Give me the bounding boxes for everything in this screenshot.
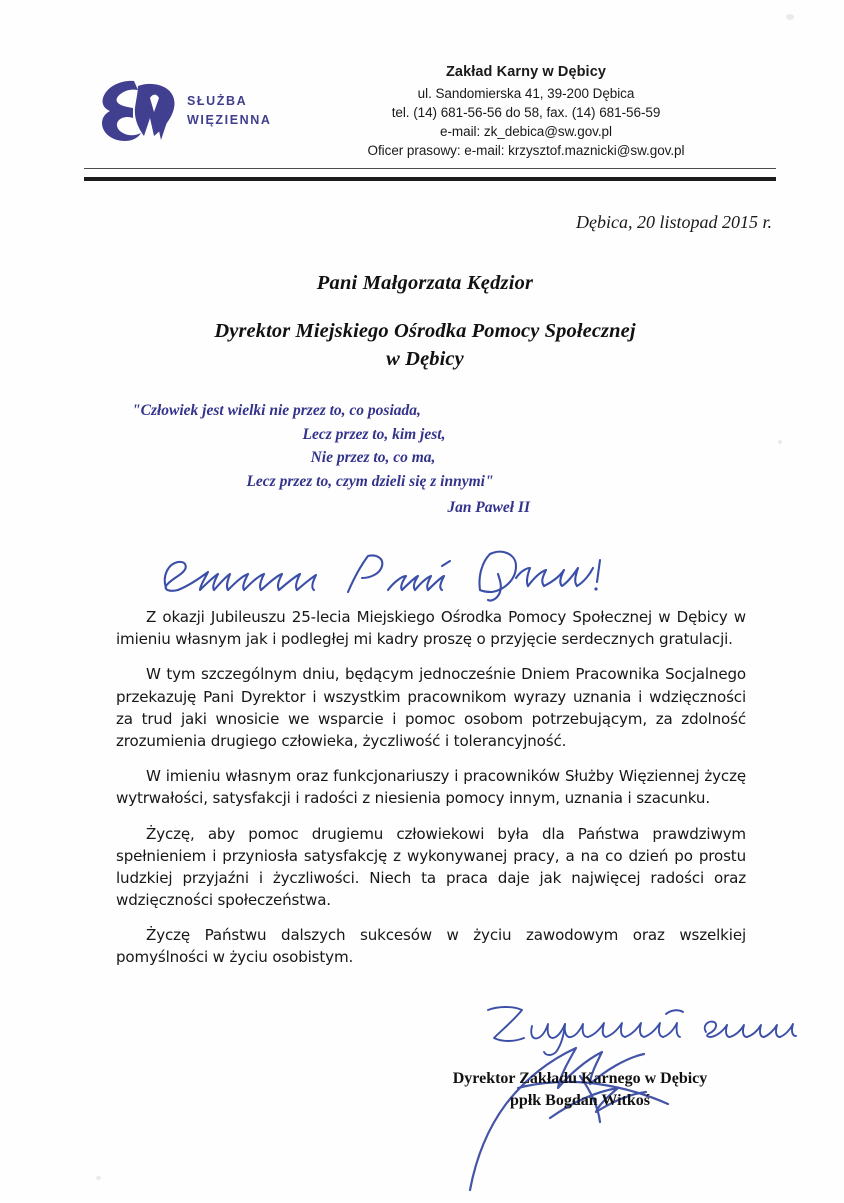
handwritten-salutation-text bbox=[148, 534, 149, 535]
header-divider-thick bbox=[84, 177, 776, 181]
scan-artifact bbox=[96, 1176, 101, 1180]
logo-wordmark bbox=[187, 92, 272, 130]
body-paragraph: W imieniu własnym oraz funkcjonariuszy i pracowników Służby Więziennej życzę wytrwałości, satysfakcji i radości z niesienia pomocy innym, uznania i szacunku. bbox=[116, 767, 746, 808]
contact-phone-fax: tel. (14) 681-56-56 do 58, fax. (14) 681-56-59 bbox=[391, 104, 661, 120]
handwritten-closing-text bbox=[480, 998, 481, 999]
date-line: Dębica, 20 listopad 2015 r. bbox=[576, 212, 772, 232]
quote-line-2: Lecz przez to, kim jest, bbox=[302, 425, 446, 443]
addressee-role bbox=[80, 317, 770, 374]
header-divider-thin bbox=[84, 168, 776, 169]
letterhead bbox=[86, 58, 776, 168]
signer-title: Dyrektor Zakładu Karnego w Dębicy bbox=[452, 1070, 708, 1087]
quote-line-3: Nie przez to, co ma, bbox=[310, 449, 436, 467]
contact-press-officer-email: Oficer prasowy: e-mail: krzysztof.maznicki@sw.gov.pl bbox=[367, 143, 685, 159]
handwritten-signature-text bbox=[430, 1018, 431, 1019]
body-paragraph: Życzę Państwu dalszych sukcesów w życiu zawodowym oraz wszelkiej pomyślności w życiu osobistym. bbox=[116, 926, 746, 967]
contact-email: e-mail: zk_debica@sw.gov.pl bbox=[440, 123, 612, 139]
handwritten-salutation bbox=[148, 534, 608, 606]
logo-word-line2: WIĘZIENNA bbox=[187, 113, 272, 127]
quote-line-1: "Człowiek jest wielki nie przez to, co posiada, bbox=[132, 402, 421, 419]
contact-address: ul. Sandomierska 41, 39-200 Dębica bbox=[417, 85, 635, 101]
addressee-role-line2: w Dębicy bbox=[386, 348, 464, 371]
organization-logo bbox=[94, 78, 272, 144]
scan-artifact bbox=[778, 440, 782, 444]
handwritten-closing bbox=[480, 998, 800, 1062]
organization-name: Zakład Karny w Dębicy bbox=[445, 64, 607, 80]
letter-body bbox=[116, 606, 746, 969]
organization-contact-block bbox=[276, 62, 776, 160]
sw-eagle-logo-icon bbox=[94, 78, 180, 144]
addressee-block bbox=[80, 272, 770, 374]
body-paragraph: W tym szczególnym dniu, będącym jednocześnie Dniem Pracownika Socjalnego przekazuję Pani Dyrektor i wszystkim pracownikom wyrazy uznania i wdzięczności za trud jaki wnosicie we wsparcie i pomoc osobom potrzebującym, za zdolność zrozumienia drugiego człowieka, życzliwość i tolerancyjność. bbox=[116, 665, 746, 750]
addressee-name: Pani Małgorzata Kędzior bbox=[316, 272, 534, 294]
addressee-role-line1: Dyrektor Miejskiego Ośrodka Pomocy Społecznej bbox=[214, 320, 636, 342]
quotation-block bbox=[132, 399, 602, 520]
body-paragraph: Życzę, aby pomoc drugiemu człowiekowi była dla Państwa prawdziwym spełnieniem i przyniosła satysfakcję z wykonywanej pracy, a na co dzień po prostu ludzkiej przyjaźni i życzliwości. Niech ta praca daje jak najwięcej radości oraz wdzięczności społeczeństwa. bbox=[116, 824, 746, 910]
scan-artifact bbox=[786, 14, 794, 20]
quote-author: Jan Paweł II bbox=[447, 499, 530, 517]
logo-word-line1: SŁUŻBA bbox=[187, 94, 248, 109]
body-paragraph: Z okazji Jubileuszu 25-lecia Miejskiego Ośrodka Pomocy Społecznej w Dębicy w imieniu własnym jak i podległej mi kadry proszę o przyjęcie serdecznych gratulacji. bbox=[116, 608, 746, 649]
signer-name: ppłk Bogdan Witkoś bbox=[510, 1091, 650, 1109]
quote-line-4: Lecz przez to, czym dzieli się z innymi" bbox=[246, 472, 494, 490]
signature-block bbox=[380, 1068, 780, 1111]
